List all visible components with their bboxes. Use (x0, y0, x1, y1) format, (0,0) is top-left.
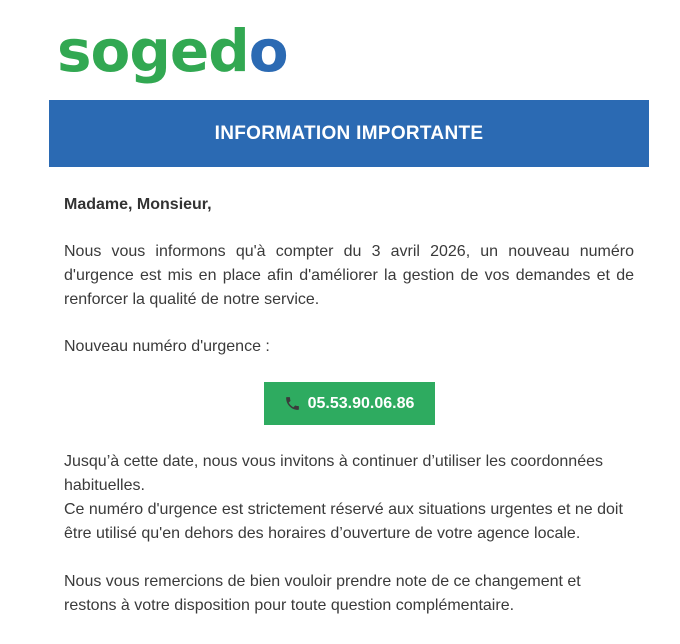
emergency-phone-button[interactable] (264, 382, 435, 425)
email-body (64, 190, 634, 618)
phone-icon (284, 395, 301, 412)
phone-number: 05.53.90.06.86 (307, 394, 415, 412)
greeting: Madame, Monsieur, (64, 196, 212, 213)
banner-title: INFORMATION IMPORTANTE (214, 122, 484, 144)
paragraph-usage-restriction: Ce numéro d'urgence est strictement réservé aux situations urgentes et ne doit être utilisé qu'en dehors des horaires d’ouverture de votre agence locale. (64, 501, 623, 542)
intro-paragraph: Nous vous informons qu'à compter du 3 avril 2026, un nouveau numéro d'urgence est mis en place afin d'améliorer la gestion de vos demandes et de renforcer la qualité de notre service. (64, 243, 634, 308)
paragraph-current-contacts: Jusqu’à cette date, nous vous invitons à continuer d’utiliser les coordonnées habituelles. (64, 453, 603, 494)
phone-button-wrapper (64, 382, 634, 425)
closing-paragraph: Nous vous remercions de bien vouloir prendre note de ce changement et restons à votre disposition pour toute question complémentaire. (64, 573, 581, 614)
logo-text-green: soged (57, 17, 249, 85)
logo-text-blue: o (248, 17, 288, 85)
emergency-number-label: Nouveau numéro d'urgence : (64, 338, 270, 355)
sogedo-logo (57, 18, 288, 84)
header-banner (49, 100, 649, 167)
